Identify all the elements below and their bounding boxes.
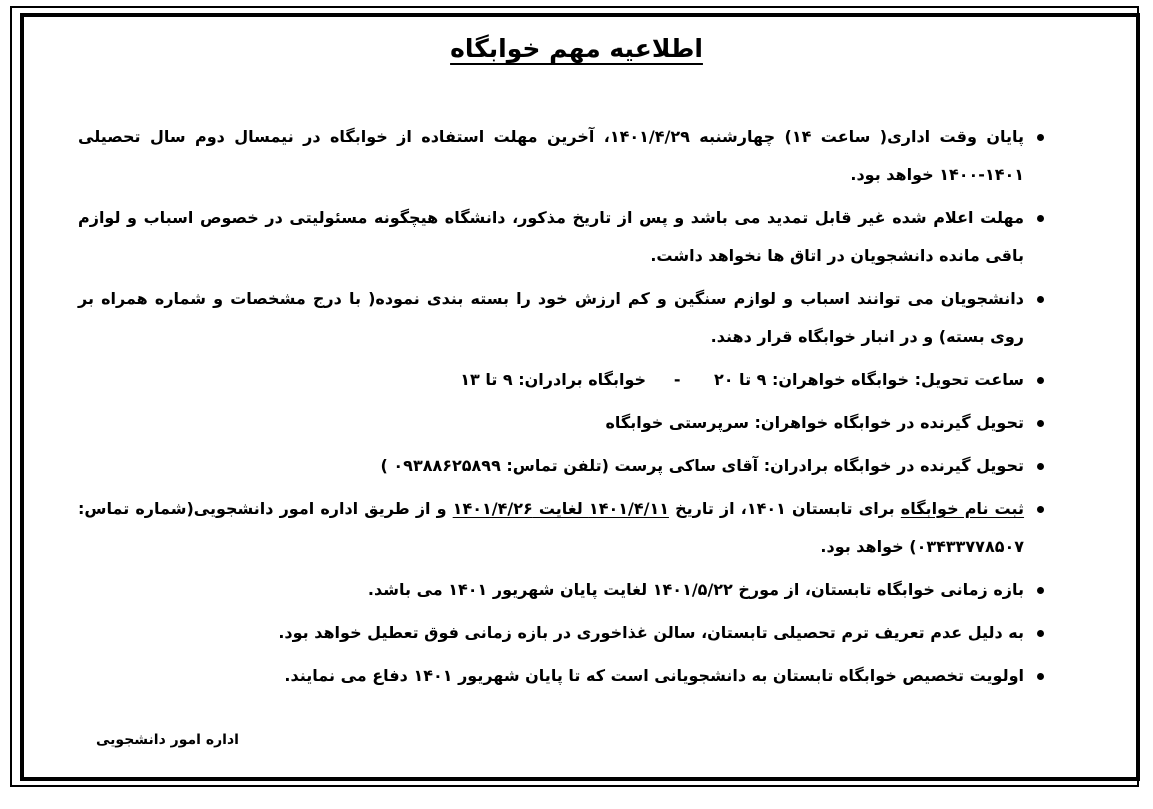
bullet-item [78,571,1044,609]
notice-title [0,34,1153,63]
bullet-text: پایان وقت اداری( ساعت ۱۴) چهارشنبه ۱۴۰۱/۴/۲۹، آخرین مهلت استفاده از خوابگاه در نیمسال دوم سال تحصیلی ۱۴۰۱-۱۴۰۰ خواهد بود. [78,127,1025,184]
bullet-item-registration [78,490,1044,566]
bullet-dot [1037,296,1044,303]
bullet-text: بازه زمانی خوابگاه تابستان، از مورخ ۱۴۰۱/۵/۲۲ لغایت پایان شهریور ۱۴۰۱ می باشد. [367,580,1024,599]
notice-body [78,118,1044,700]
bullet-text: اولویت تخصیص خوابگاه تابستان به دانشجویانی است که تا پایان شهریور ۱۴۰۱ دفاع می نمایند. [284,666,1024,685]
bullet-item [78,447,1044,485]
registration-text: برای تابستان ۱۴۰۱، از تاریخ [668,499,901,518]
registration-label: ثبت نام خوابگاه [900,499,1025,518]
notice-title-text: اطلاعیه مهم خوابگاه [450,34,703,63]
bullet-dot [1037,673,1044,680]
bullet-item [78,118,1044,194]
bullet-text: ساعت تحویل: خوابگاه خواهران: ۹ تا ۲۰ - خوابگاه برادران: ۹ تا ۱۳ [460,370,1024,389]
bullet-item [78,199,1044,275]
bullet-dot [1037,506,1044,513]
bullet-item [78,657,1044,695]
bullet-dot [1037,587,1044,594]
bullet-text: دانشجویان می توانند اسباب و لوازم سنگین و کم ارزش خود را بسته بندی نموده( با درج مشخصات و شماره همراه بر روی بسته) و در انبار خوابگاه قرار دهند. [78,289,1024,346]
bullet-text: تحویل گیرنده در خوابگاه برادران: آقای ساکی پرست (تلفن تماس: ۰۹۳۸۸۶۲۵۸۹۹ ) [380,456,1024,475]
bullet-text: تحویل گیرنده در خوابگاه خواهران: سرپرستی خوابگاه [605,413,1024,432]
bullet-item [78,404,1044,442]
bullet-item [78,614,1044,652]
bullet-dot [1037,377,1044,384]
bullet-item [78,280,1044,356]
bullet-dot [1037,630,1044,637]
bullet-item [78,361,1044,399]
bullet-dot [1037,134,1044,141]
bullet-dot [1037,215,1044,222]
registration-contact: و از طریق اداره امور دانشجویی(شماره تماس: ۰۳۴۳۳۷۷۸۵۰۷) خواهد بود. [78,499,1024,556]
bullet-dot [1037,420,1044,427]
signature: اداره امور دانشجویی [96,732,239,748]
registration-dates: ۱۴۰۱/۴/۱۱ لغایت ۱۴۰۱/۴/۲۶ [452,499,669,518]
bullet-dot [1037,463,1044,470]
bullet-text: مهلت اعلام شده غیر قابل تمدید می باشد و پس از تاریخ مذکور، دانشگاه هیچگونه مسئولیتی در خصوص اسباب و لوازم باقی مانده دانشجویان در اتاق ها نخواهد داشت. [78,208,1024,265]
bullet-text: به دلیل عدم تعریف ترم تحصیلی تابستان، سالن غذاخوری در بازه زمانی فوق تعطیل خواهد بود. [278,623,1024,642]
